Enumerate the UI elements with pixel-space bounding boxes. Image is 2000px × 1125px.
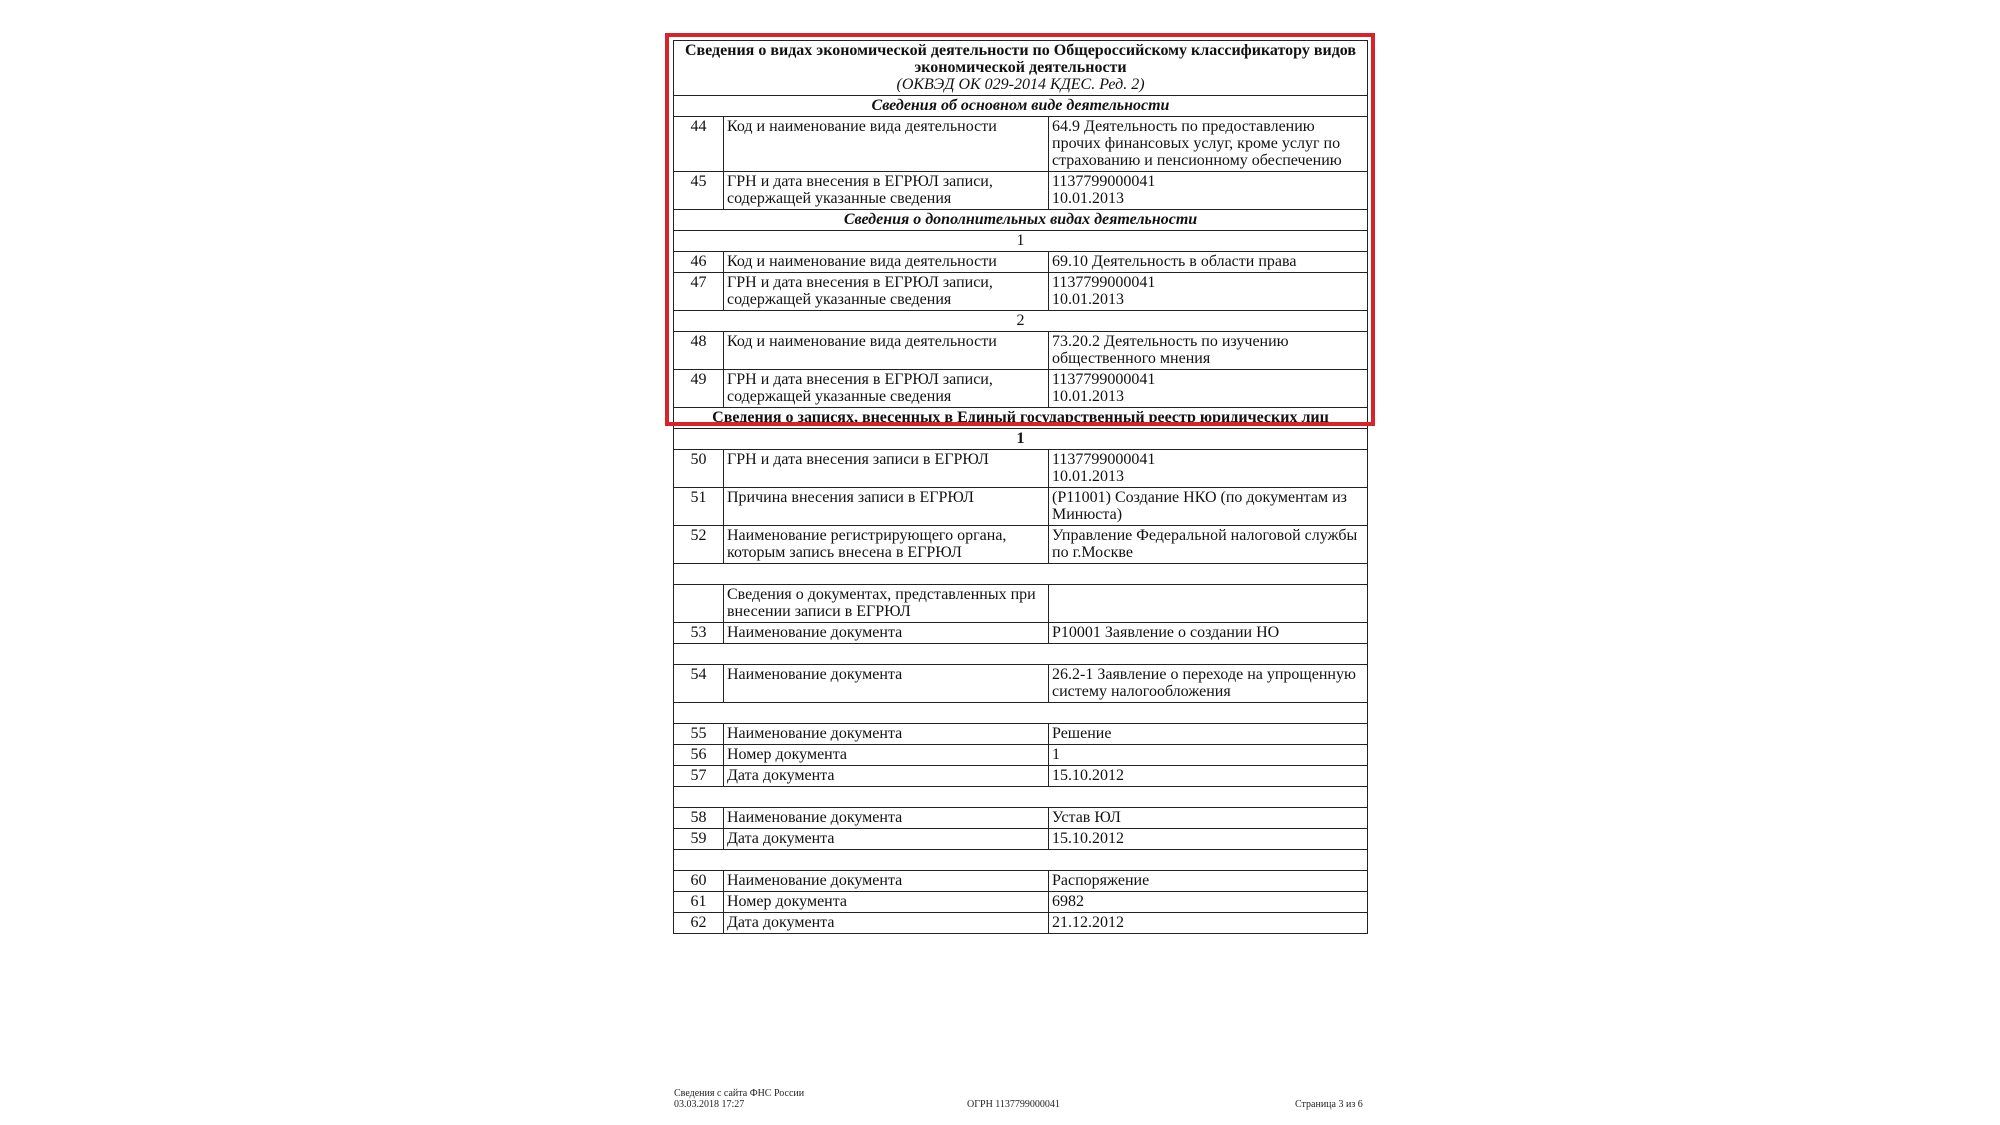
section-heading: Сведения о записях, внесенных в Единый государственный реестр юридических лиц	[674, 408, 1368, 429]
row-number: 57	[674, 766, 724, 787]
row-label: Код и наименование вида деятельности	[724, 332, 1049, 370]
table-title: Сведения о видах экономической деятельности по Общероссийскому классификатору видов экономической деятельности	[684, 42, 1357, 76]
row-label: ГРН и дата внесения в ЕГРЮЛ записи, содержащей указанные сведения	[724, 273, 1049, 311]
table-row	[674, 273, 1368, 311]
row-label: Номер документа	[724, 745, 1049, 766]
row-value: Устав ЮЛ	[1049, 808, 1368, 829]
footer-page-number: Страница 3 из 6	[1295, 1099, 1363, 1110]
row-number: 47	[674, 273, 724, 311]
row-label: ГРН и дата внесения записи в ЕГРЮЛ	[724, 450, 1049, 488]
footer-source	[674, 1088, 804, 1110]
table-row	[674, 252, 1368, 273]
row-label: Наименование документа	[724, 623, 1049, 644]
row-label: Дата документа	[724, 913, 1049, 934]
group-index-row	[674, 429, 1368, 450]
section-heading: Сведения о дополнительных видах деятельности	[674, 210, 1368, 231]
row-label: ГРН и дата внесения в ЕГРЮЛ записи, содержащей указанные сведения	[724, 172, 1049, 210]
row-number: 45	[674, 172, 724, 210]
group-index: 2	[674, 311, 1368, 332]
row-number: 61	[674, 892, 724, 913]
table-row	[674, 450, 1368, 488]
row-value: 15.10.2012	[1049, 829, 1368, 850]
row-number: 46	[674, 252, 724, 273]
table-subtitle: (ОКВЭД ОК 029-2014 КДЕС. Ред. 2)	[896, 76, 1145, 93]
row-value: 26.2-1 Заявление о переходе на упрощенную систему налогообложения	[1049, 665, 1368, 703]
table-row	[674, 871, 1368, 892]
row-number: 44	[674, 117, 724, 172]
row-value: Распоряжение	[1049, 871, 1368, 892]
row-number: 53	[674, 623, 724, 644]
footer-source-text: Сведения с сайта ФНС России	[674, 1088, 805, 1099]
spacer-row	[674, 787, 1368, 808]
group-index-row	[674, 231, 1368, 252]
table-row	[674, 766, 1368, 787]
table-row	[674, 724, 1368, 745]
row-label: Номер документа	[724, 892, 1049, 913]
group-index-row	[674, 311, 1368, 332]
row-value: 1137799000041 10.01.2013	[1049, 450, 1368, 488]
row-value: Управление Федеральной налоговой службы по г.Москве	[1049, 526, 1368, 564]
table-row	[674, 585, 1368, 623]
row-value: (Р11001) Создание НКО (по документам из Минюста)	[1049, 488, 1368, 526]
row-label: Наименование регистрирующего органа, которым запись внесена в ЕГРЮЛ	[724, 526, 1049, 564]
spacer-row	[674, 644, 1368, 665]
row-number: 56	[674, 745, 724, 766]
table-row	[674, 892, 1368, 913]
table-row	[674, 370, 1368, 408]
table-row	[674, 808, 1368, 829]
row-value: 73.20.2 Деятельность по изучению общественного мнения	[1049, 332, 1368, 370]
row-value: 21.12.2012	[1049, 913, 1368, 934]
spacer-row	[674, 850, 1368, 871]
okved-table	[673, 40, 1368, 934]
row-value: 1137799000041 10.01.2013	[1049, 370, 1368, 408]
spacer-row	[674, 564, 1368, 585]
row-label: Наименование документа	[724, 871, 1049, 892]
row-value: 15.10.2012	[1049, 766, 1368, 787]
table-title-row	[674, 41, 1368, 96]
row-value: 6982	[1049, 892, 1368, 913]
row-number: 49	[674, 370, 724, 408]
row-value: 1	[1049, 745, 1368, 766]
table-row	[674, 623, 1368, 644]
row-number: 50	[674, 450, 724, 488]
group-index: 1	[674, 231, 1368, 252]
row-value: 64.9 Деятельность по предоставлению прочих финансовых услуг, кроме услуг по страхованию и пенсионному обеспечению	[1049, 117, 1368, 172]
spacer-row	[674, 703, 1368, 724]
row-value: Р10001 Заявление о создании НО	[1049, 623, 1368, 644]
table-row	[674, 526, 1368, 564]
group-index: 1	[674, 429, 1368, 450]
row-value: 69.10 Деятельность в области права	[1049, 252, 1368, 273]
footer-timestamp: 03.03.2018 17:27	[674, 1099, 745, 1110]
row-label: Наименование документа	[724, 808, 1049, 829]
section-heading: Сведения об основном виде деятельности	[674, 96, 1368, 117]
table-row	[674, 172, 1368, 210]
row-number: 55	[674, 724, 724, 745]
row-number: 51	[674, 488, 724, 526]
row-number: 59	[674, 829, 724, 850]
table-row	[674, 332, 1368, 370]
row-number: 52	[674, 526, 724, 564]
row-number: 58	[674, 808, 724, 829]
row-value: Решение	[1049, 724, 1368, 745]
row-number: 60	[674, 871, 724, 892]
row-number: 54	[674, 665, 724, 703]
table-row	[674, 665, 1368, 703]
table-row	[674, 745, 1368, 766]
row-label: Наименование документа	[724, 724, 1049, 745]
row-number: 62	[674, 913, 724, 934]
footer-ogrn: ОГРН 1137799000041	[967, 1099, 1060, 1110]
row-label: Код и наименование вида деятельности	[724, 117, 1049, 172]
row-label: Код и наименование вида деятельности	[724, 252, 1049, 273]
row-number: 48	[674, 332, 724, 370]
row-value: 1137799000041 10.01.2013	[1049, 172, 1368, 210]
table-row	[674, 829, 1368, 850]
row-label: Причина внесения записи в ЕГРЮЛ	[724, 488, 1049, 526]
table-row	[674, 117, 1368, 172]
documents-heading: Сведения о документах, представленных при внесении записи в ЕГРЮЛ	[724, 585, 1049, 623]
row-label: Наименование документа	[724, 665, 1049, 703]
table-row	[674, 913, 1368, 934]
row-label: ГРН и дата внесения в ЕГРЮЛ записи, содержащей указанные сведения	[724, 370, 1049, 408]
row-value: 1137799000041 10.01.2013	[1049, 273, 1368, 311]
table-row	[674, 488, 1368, 526]
row-label: Дата документа	[724, 829, 1049, 850]
row-label: Дата документа	[724, 766, 1049, 787]
